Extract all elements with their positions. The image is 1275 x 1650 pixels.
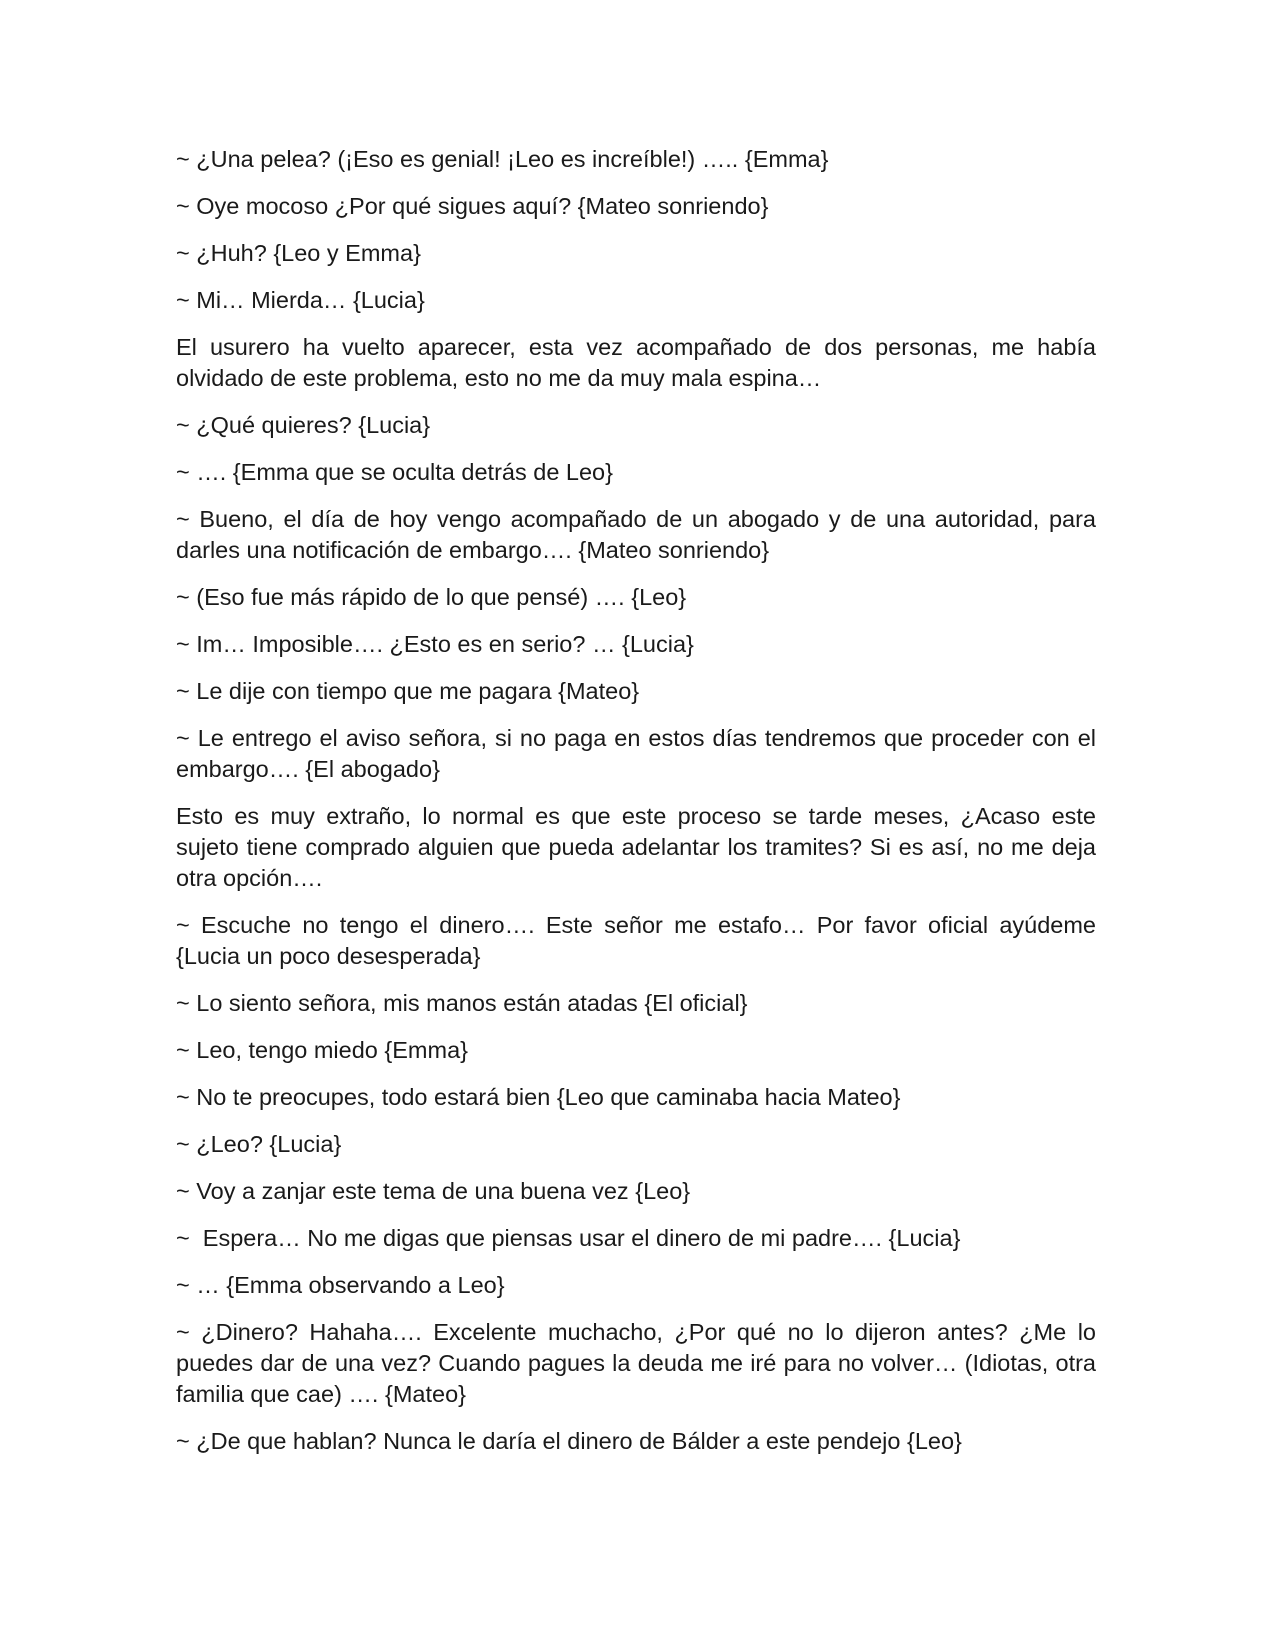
- paragraph: ~ ¿Una pelea? (¡Eso es genial! ¡Leo es increíble!) ….. {Emma}: [176, 146, 829, 172]
- paragraph: ~ ¿Leo? {Lucia}: [176, 1131, 342, 1157]
- paragraph: ~ Im… Imposible…. ¿Esto es en serio? … {Lucia}: [176, 631, 694, 657]
- paragraph: ~ Bueno, el día de hoy vengo acompañado de un abogado y de una autoridad, para darles una notificación de embargo…. {Mateo sonriendo}: [176, 506, 1103, 563]
- paragraph: ~ … {Emma observando a Leo}: [176, 1272, 505, 1298]
- paragraph: El usurero ha vuelto aparecer, esta vez acompañado de dos personas, me había olvidado de este problema, esto no me da muy mala espina…: [176, 334, 1103, 391]
- paragraph: ~ No te preocupes, todo estará bien {Leo que caminaba hacia Mateo}: [176, 1084, 901, 1110]
- paragraph: ~ Escuche no tengo el dinero…. Este señor me estafo… Por favor oficial ayúdeme {Lucia un poco desesperada}: [176, 912, 1103, 969]
- paragraph: ~ Mi… Mierda… {Lucia}: [176, 287, 425, 313]
- paragraph: ~ ¿De que hablan? Nunca le daría el dinero de Bálder a este pendejo {Leo}: [176, 1428, 962, 1454]
- paragraph: ~ Voy a zanjar este tema de una buena vez {Leo}: [176, 1178, 691, 1204]
- paragraph: ~ …. {Emma que se oculta detrás de Leo}: [176, 459, 613, 485]
- document-body: [176, 144, 1103, 1473]
- paragraph: ~ Lo siento señora, mis manos están atadas {El oficial}: [176, 990, 748, 1016]
- paragraph: ~ Oye mocoso ¿Por qué sigues aquí? {Mateo sonriendo}: [176, 193, 769, 219]
- paragraph: ~ Espera… No me digas que piensas usar el dinero de mi padre…. {Lucia}: [176, 1225, 961, 1251]
- paragraph: ~ Le entrego el aviso señora, si no paga en estos días tendremos que proceder con el embargo…. {El abogado}: [176, 725, 1103, 782]
- paragraph: ~ ¿Huh? {Leo y Emma}: [176, 240, 421, 266]
- paragraph: ~ ¿Dinero? Hahaha…. Excelente muchacho, ¿Por qué no lo dijeron antes? ¿Me lo puedes dar de una vez? Cuando pagues la deuda me iré para no volver… (Idiotas, otra familia que cae) …. {Mateo}: [176, 1319, 1103, 1407]
- paragraph: ~ ¿Qué quieres? {Lucia}: [176, 412, 431, 438]
- paragraph: Esto es muy extraño, lo normal es que este proceso se tarde meses, ¿Acaso este sujeto tiene comprado alguien que pueda adelantar los tramites? Si es así, no me deja otra opción….: [176, 803, 1103, 891]
- paragraph: ~ (Eso fue más rápido de lo que pensé) …. {Leo}: [176, 584, 687, 610]
- paragraph: ~ Le dije con tiempo que me pagara {Mateo}: [176, 678, 640, 704]
- paragraph: ~ Leo, tengo miedo {Emma}: [176, 1037, 468, 1063]
